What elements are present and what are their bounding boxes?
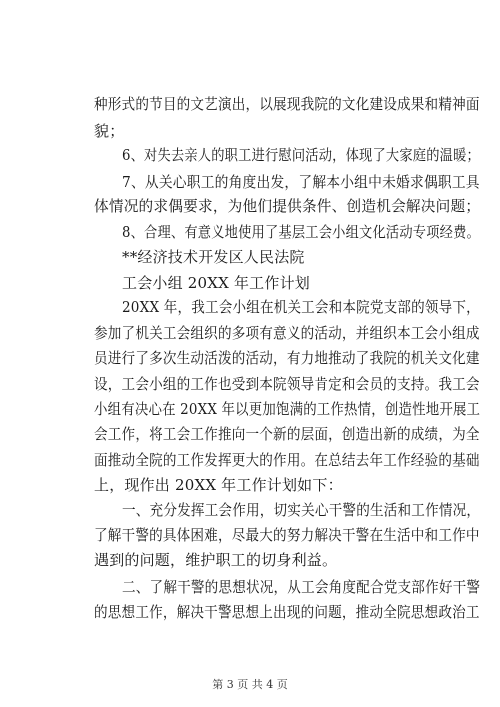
text-line: 设，工会小组的工作也受到本院领导肯定和会员的支持。我工会: [94, 375, 480, 393]
text-line: 6、对失去亲人的职工进行慰问活动，体现了大家庭的温暖；: [122, 146, 480, 164]
text-line: 上，现作出 20XX 年工作计划如下：: [94, 476, 343, 494]
text-line: 7、从关心职工的角度出发，了解本小组中未婚求偶职工具: [122, 173, 480, 191]
plan-title: 工会小组 20XX 年工作计划: [122, 274, 310, 292]
org-name: **经济技术开发区人民法院: [122, 248, 305, 266]
text-line: 20XX 年，我工会小组在机关工会和本院党支部的领导下，: [122, 298, 480, 316]
text-line: 会工作，将工会工作推向一个新的层面，创造出新的成绩，为全: [94, 425, 480, 443]
text-line: 参加了机关工会组织的多项有意义的活动，并组织本工会小组成: [94, 324, 480, 342]
text-line: 了解干警的具体困难，尽最大的努力解决干警在生活中和工作中: [94, 526, 480, 544]
page-number-footer: 第 3 页 共 4 页: [212, 678, 288, 691]
text-line: 二、了解干警的思想状况，从工会角度配合党支部作好干警: [122, 578, 481, 596]
text-line: 员进行了多次生动活泼的活动，有力地推动了我院的机关文化建: [94, 349, 480, 367]
text-line: 8、合理、有意义地使用了基层工会小组文化活动专项经费。: [122, 223, 480, 241]
text-line: 一、充分发挥工会作用，切实关心干警的生活和工作情况，: [122, 501, 481, 519]
text-line: 遇到的问题，维护职工的切身利益。: [94, 551, 338, 569]
text-line: 面推动全院的工作发挥更大的作用。在总结去年工作经验的基础: [94, 451, 480, 469]
text-line: 貌；: [94, 122, 125, 140]
text-line: 体情况的求偶要求，为他们提供条件、创造机会解决问题；: [94, 197, 481, 215]
text-line: 小组有决心在 20XX 年以更加饱满的工作热情，创造性地开展工: [94, 400, 481, 418]
text-line: 种形式的节目的文艺演出，以展现我院的文化建设成果和精神面: [94, 95, 480, 113]
text-line: 的思想工作，解决干警思想上出现的问题，推动全院思想政治工: [94, 603, 480, 621]
